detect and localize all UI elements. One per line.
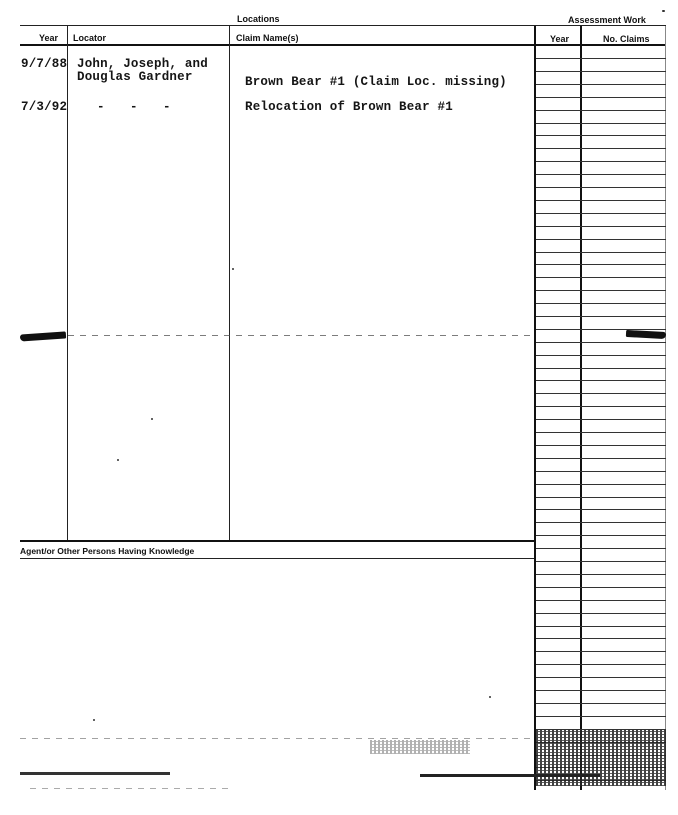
assessment-rule-row: [536, 509, 666, 510]
bottom-smudge-line-2: [420, 774, 600, 777]
assessment-rule-row: [536, 458, 666, 459]
assessment-rule-row: [536, 226, 666, 227]
bottom-smudge-line: [20, 772, 170, 775]
assessment-year-claims-divider: [580, 26, 582, 790]
assessment-rule-row: [536, 174, 666, 175]
assessment-rule-row: [536, 277, 666, 278]
assessment-rule-row: [536, 703, 666, 704]
entry-1-locator-line-2: Douglas Gardner: [77, 70, 193, 84]
bottom-right-noise: [536, 730, 666, 786]
speck: [117, 459, 119, 461]
assessment-rule-row: [536, 200, 666, 201]
assessment-rule-row: [536, 638, 666, 639]
assessment-rule-row: [536, 213, 666, 214]
fold-artifact-line: [68, 335, 534, 336]
assessment-rule-row: [536, 613, 666, 614]
right-binder-mark: [626, 330, 666, 339]
assessment-rule-row: [536, 535, 666, 536]
assessment-rule-row: [536, 716, 666, 717]
claim-assessment-divider: [534, 26, 536, 790]
speck: [232, 268, 234, 270]
assessment-rule-row: [536, 406, 666, 407]
assessment-rule-row: [536, 71, 666, 72]
entry-1-claim-name: Brown Bear #1 (Claim Loc. missing): [245, 75, 507, 89]
speck: [662, 10, 665, 12]
assessment-rule-row: [536, 548, 666, 549]
locator-claim-divider: [229, 26, 230, 541]
assessment-rule-row: [536, 690, 666, 691]
assessment-rule-row: [536, 497, 666, 498]
assessment-rule-row: [536, 148, 666, 149]
column-header-rule: [20, 44, 666, 46]
agent-section-rule: [20, 558, 534, 559]
assessment-rule-row: [536, 432, 666, 433]
assessment-rule-row: [536, 342, 666, 343]
assessment-year-column-header: Year: [550, 34, 570, 44]
entry-1-locator-line-1: John, Joseph, and: [77, 57, 208, 71]
assessment-rule-row: [536, 484, 666, 485]
assessment-rule-row: [536, 471, 666, 472]
assessment-rule-row: [536, 239, 666, 240]
assessment-rule-row: [536, 355, 666, 356]
entry-1-year: 9/7/88: [21, 57, 68, 71]
assessment-rule-row: [536, 252, 666, 253]
assessment-rule-row: [536, 651, 666, 652]
assessment-rule-row: [536, 380, 666, 381]
locator-column-header: Locator: [73, 33, 107, 43]
assessment-rule-row: [536, 123, 666, 124]
locations-heading: Locations: [237, 14, 280, 24]
locations-bottom-rule: [20, 540, 534, 542]
assessment-rule-row: [536, 97, 666, 98]
assessment-rule-row: [536, 419, 666, 420]
header-top-rule: [20, 25, 666, 26]
bottom-noise-line: [20, 738, 530, 739]
entry-2-year: 7/3/92: [21, 100, 68, 114]
assessment-rule-row: [536, 587, 666, 588]
claim-names-column-header: Claim Name(s): [236, 33, 299, 43]
left-binder-mark: [20, 331, 66, 341]
assessment-rule-row: [536, 84, 666, 85]
bottom-noise-line-2: [30, 788, 230, 789]
assessment-work-heading: Assessment Work: [568, 15, 646, 25]
assessment-rule-row: [536, 161, 666, 162]
assessment-rule-row: [536, 626, 666, 627]
entry-2-claim-name: Relocation of Brown Bear #1: [245, 100, 453, 114]
assessment-rule-row: [536, 187, 666, 188]
assessment-rule-row: [536, 522, 666, 523]
bottom-center-noise: [370, 740, 470, 754]
assessment-rule-row: [536, 574, 666, 575]
speck: [489, 696, 491, 698]
assessment-rule-row: [536, 135, 666, 136]
agent-section-label: Agent/or Other Persons Having Knowledge: [20, 546, 195, 556]
assessment-no-claims-column-header: No. Claims: [603, 34, 650, 44]
speck: [93, 719, 95, 721]
year-column-header: Year: [39, 33, 59, 43]
assessment-rule-row: [536, 110, 666, 111]
assessment-rule-row: [536, 600, 666, 601]
assessment-rule-row: [536, 264, 666, 265]
speck: [151, 418, 153, 420]
assessment-rule-row: [536, 303, 666, 304]
assessment-rule-row: [536, 393, 666, 394]
assessment-right-border: [665, 26, 666, 790]
assessment-rule-row: [536, 445, 666, 446]
assessment-rule-row: [536, 561, 666, 562]
assessment-rule-row: [536, 329, 666, 330]
assessment-rule-row: [536, 368, 666, 369]
assessment-rule-row: [536, 664, 666, 665]
assessment-rule-row: [536, 58, 666, 59]
assessment-rule-row: [536, 290, 666, 291]
assessment-rule-row: [536, 677, 666, 678]
entry-2-locator-ditto: - - -: [97, 100, 180, 114]
assessment-rule-row: [536, 316, 666, 317]
